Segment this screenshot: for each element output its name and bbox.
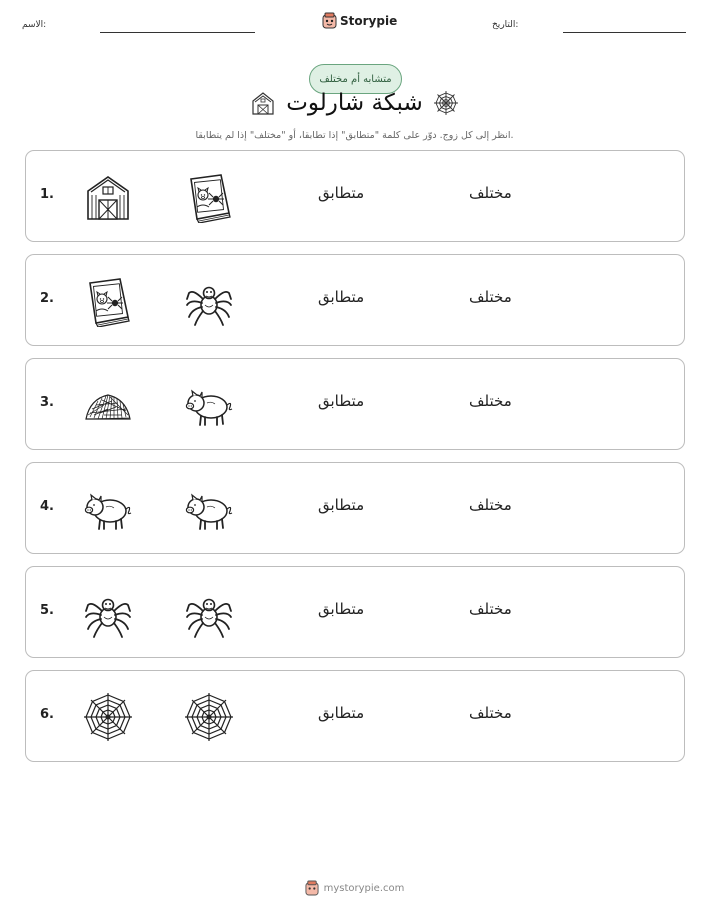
spider-icon	[183, 275, 235, 327]
mascot-icon	[322, 12, 337, 29]
spider-icon	[82, 587, 134, 639]
exercise-row	[25, 566, 685, 658]
name-field[interactable]	[100, 32, 255, 33]
same-option[interactable]: متطابق	[318, 704, 365, 722]
barn-icon	[250, 90, 276, 116]
pig-icon	[183, 379, 235, 431]
same-option[interactable]: متطابق	[318, 496, 365, 514]
different-option[interactable]: مختلف	[469, 496, 512, 514]
row-number: 1.	[40, 187, 54, 202]
exercise-row	[25, 670, 685, 762]
exercise-row	[25, 254, 685, 346]
different-option[interactable]: مختلف	[469, 704, 512, 722]
exercise-row	[25, 358, 685, 450]
instructions: انظر إلى كل زوج. دوّر على كلمة "متطابق" إذا تطابقا، أو "مختلف" إذا لم يتطابقا.	[195, 130, 514, 141]
date-field[interactable]	[563, 32, 686, 33]
brand-name: Storypie	[340, 13, 398, 28]
same-option[interactable]: متطابق	[318, 392, 365, 410]
name-label: الاسم:	[22, 20, 47, 30]
page-title: شبكة شارلوت	[286, 90, 423, 116]
web-icon	[183, 691, 235, 743]
row-number: 3.	[40, 395, 54, 410]
web-icon	[82, 691, 134, 743]
topic-badge: متشابه أم مختلف	[309, 64, 402, 94]
book-icon	[82, 275, 134, 327]
row-number: 5.	[40, 603, 54, 618]
pig-icon	[183, 483, 235, 535]
same-option[interactable]: متطابق	[318, 600, 365, 618]
book-icon	[183, 171, 235, 223]
storypie-logo	[322, 12, 397, 29]
different-option[interactable]: مختلف	[469, 392, 512, 410]
row-number: 2.	[40, 291, 54, 306]
footer-url[interactable]: mystorypie.com	[323, 882, 405, 894]
barn-icon	[82, 171, 134, 223]
exercise-row	[25, 462, 685, 554]
different-option[interactable]: مختلف	[469, 600, 512, 618]
different-option[interactable]: مختلف	[469, 184, 512, 202]
pig-icon	[82, 483, 134, 535]
same-option[interactable]: متطابق	[318, 288, 365, 306]
spider-icon	[183, 587, 235, 639]
same-option[interactable]: متطابق	[318, 184, 365, 202]
row-number: 6.	[40, 707, 54, 722]
mascot-icon	[305, 880, 319, 896]
exercise-row	[25, 150, 685, 242]
row-number: 4.	[40, 499, 54, 514]
hay-icon	[82, 379, 134, 431]
web-icon	[433, 90, 459, 116]
footer	[0, 880, 709, 896]
title-row	[0, 90, 709, 116]
different-option[interactable]: مختلف	[469, 288, 512, 306]
date-label: التاريخ:	[492, 20, 519, 30]
